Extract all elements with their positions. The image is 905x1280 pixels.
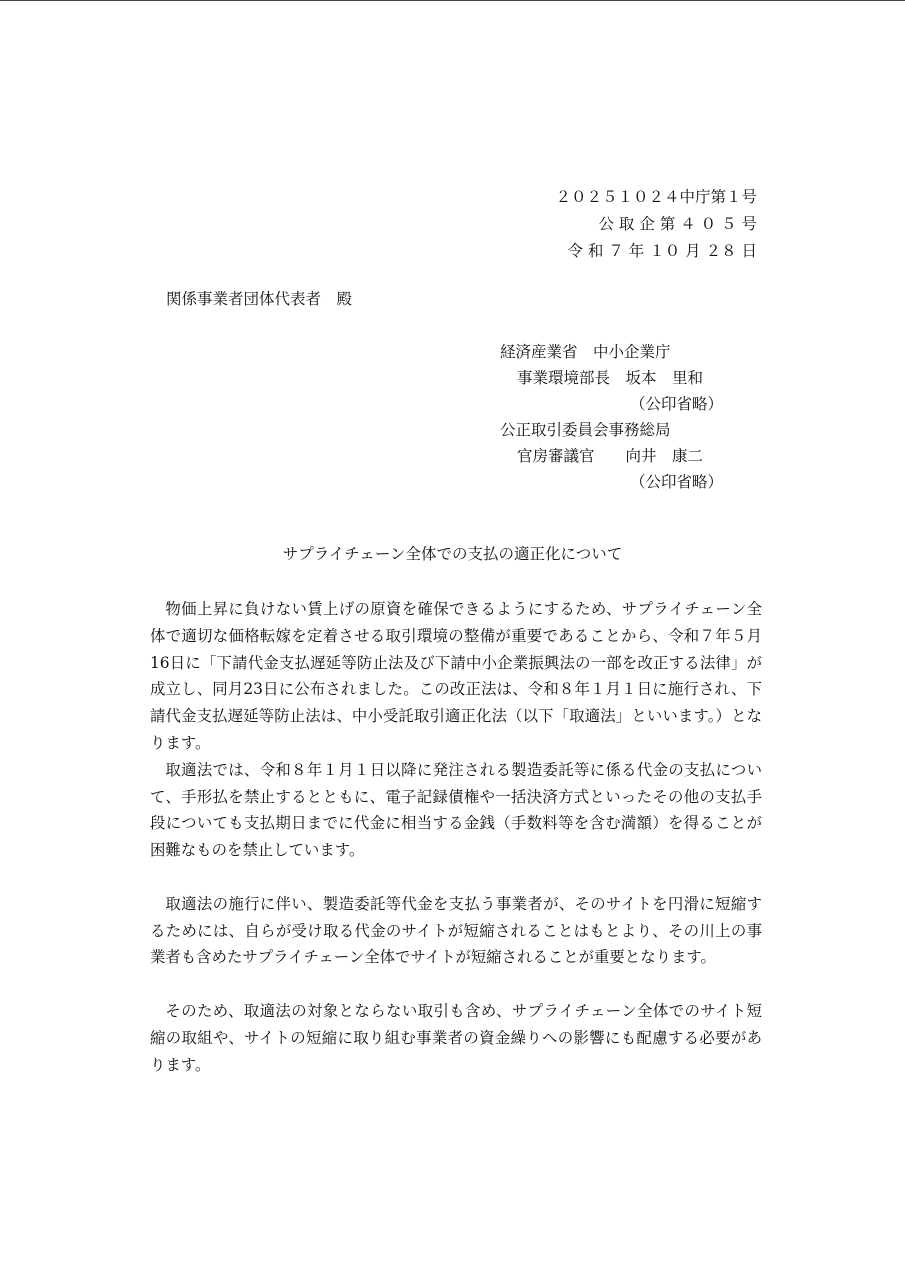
sender-org-jftc: 公正取引委員会事務総局	[500, 421, 671, 439]
body-paragraph-3: 取適法の施行に伴い、製造委託等代金を支払う事業者が、そのサイトを円滑に短縮するためには、自らが受け取る代金のサイトが短縮されることはもとより、その川上の事業者も含めたサプライチェーン全体でサイトが短縮されることが重要となります。	[150, 894, 762, 967]
body-paragraph-2: 取適法では、令和８年１月１日以降に発注される製造委託等に係る代金の支払について、手形払を禁止するとともに、電子記録債権や一括決済方式といったその他の支払手段についても支払期日までに代金に相当する金銭（手数料等を含む満額）を得ることが困難なものを禁止しています。	[150, 760, 762, 860]
paragraph-spacer	[150, 864, 762, 891]
seal-omitted-1: （公印省略）	[630, 395, 724, 413]
document-date: 令 和 ７ 年 １０ 月 ２８ 日	[567, 242, 757, 260]
document-number-2: 公 取 企 第 ４ ０ ５ 号	[598, 215, 757, 233]
body-paragraph-1: 物価上昇に負けない賃上げの原資を確保できるようにするため、サプライチェーン全体で適切な価格転嫁を定着させる取引環境の整備が重要であることから、令和７年５月16日に「下請代金支払遅延等防止法及び下請中小企業振興法の一部を改正する法律」が成立し、同月23日に公布されました。この改正法は、令和８年１月１日に施行され、下請代金支払遅延等防止法は、中小受託取引適正化法（以下「取適法」といいます。）となります。	[150, 600, 762, 752]
seal-omitted-2: （公印省略）	[630, 473, 724, 491]
sender-block	[500, 339, 800, 495]
sender-person-1: 事業環境部長 坂本 里和	[517, 369, 704, 387]
document-number-1: ２０２５１０２４中庁第１号	[555, 188, 757, 206]
addressee: 関係事業者団体代表者 殿	[166, 290, 353, 308]
document-subject: サプライチェーン全体での支払の適正化について	[282, 545, 623, 563]
document-reference-block	[500, 184, 757, 265]
paragraph-spacer	[150, 971, 762, 998]
page-top-border	[0, 0, 905, 1]
body-paragraph-4: そのため、取適法の対象とならない取引も含め、サプライチェーン全体でのサイト短縮の取組や、サイトの短縮に取り組む事業者の資金繰りへの影響にも配慮する必要があります。	[150, 1001, 762, 1074]
sender-org-meti: 経済産業省 中小企業庁	[500, 343, 671, 361]
document-body	[150, 596, 762, 1078]
sender-person-2: 官房審議官 向井 康二	[517, 447, 704, 465]
